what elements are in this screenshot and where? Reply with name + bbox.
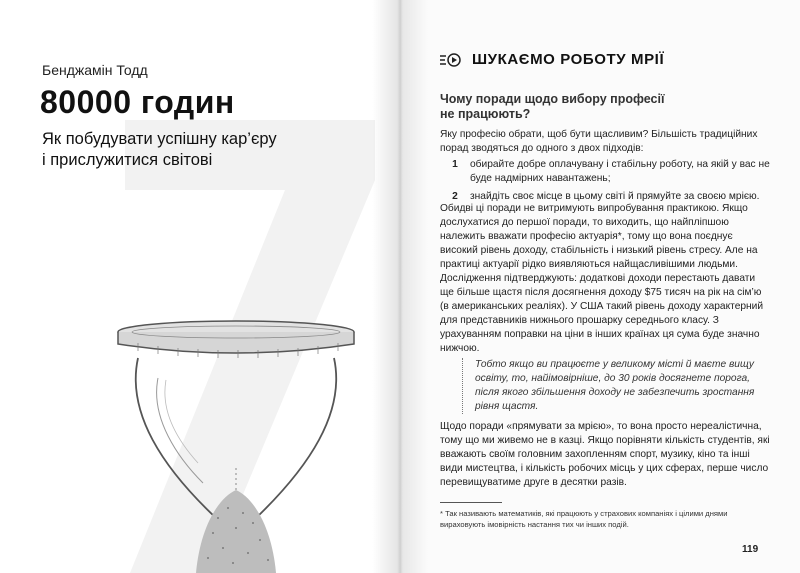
paragraph-text: Щодо поради «прямувати за мрією», то вона просто нереалістична, тому що ми живемо не в казці. Якщо порівняти кількість студентів, які вважають своїм головним захопленням спорт, музику, кіно та інші види мистецтва, і кількість робочих місць у цих сферах, перше число перевищуватиме друге в десятки разів. xyxy=(440,421,770,488)
paragraph xyxy=(440,202,770,272)
subtitle-line: і прислужитися світові xyxy=(42,151,213,169)
footnote: * Так називають математиків, які працюють у страхових компаніях і цілими днями вираховують імовірність настання тих чи інших подій. xyxy=(440,509,728,529)
subtitle-line: Як побудувати успішну кар’єру xyxy=(42,130,277,148)
list-item-number: 1 xyxy=(452,159,458,170)
list-item-text: знайдіть своє місце в цьому світі й прямуйте за своєю мрією. xyxy=(470,191,760,202)
page-number: 119 xyxy=(742,544,759,555)
intro-text: Яку професію обрати, щоб бути щасливим? Більшість традиційних порад зводяться до одного з двох підходів: xyxy=(440,129,758,154)
author-name: Бенджамін Тодд xyxy=(42,62,148,78)
fast-forward-icon xyxy=(440,53,462,67)
list-item xyxy=(440,158,770,186)
book-subtitle xyxy=(42,129,277,171)
paragraph xyxy=(440,272,770,356)
section-heading-line: Чому поради щодо вибору професії xyxy=(440,92,665,106)
chapter-title: ШУКАЄМО РОБОТУ МРІЇ xyxy=(472,51,665,68)
list-item-text: обирайте добре оплачувану і стабільну роботу, на якій у вас не буде надмірних навантажень; xyxy=(470,159,770,184)
hourglass-illustration xyxy=(108,318,368,573)
section-heading xyxy=(440,92,664,122)
chapter-header xyxy=(440,51,664,68)
paragraph-text: Обидві ці поради не витримують випробування практикою. Якщо дослухатися до першої поради, то виходить, що найпліпшою належить вважати професію актуарія*, тому що вона поєднує високий рівень доходу, стабільність і низький рівень стресу. Але на практиці актуарії рідко виявляються найщасливішими людьми. xyxy=(440,203,758,270)
approach-list xyxy=(440,158,770,208)
footnote-divider xyxy=(440,502,502,503)
intro-paragraph xyxy=(440,128,770,156)
right-page xyxy=(400,0,800,573)
list-item-number: 2 xyxy=(452,191,458,202)
section-heading-line: не працюють? xyxy=(440,107,531,121)
book-title: 80000 годин xyxy=(40,84,235,120)
paragraph-text: Дослідження підтверджують: додаткові доходи перестають давати ще більше щастя після досягнення доходу $75 тисяч на рік на сім’ю (в американських реаліях). У США такий рівень доходу характерний для представників нижнього прошарку середнього класу. З урахуванням поправки на ціни в інших країнах ця сума буде значно нижчою. xyxy=(440,273,764,354)
quote-block: Тобто якщо ви працюєте у великому місті й маєте вищу освіту, то, найімовірніше, до 30 років досягнете порога, після якого збільшення доходу не забезпечить зростання рівня щастя. xyxy=(462,358,775,414)
paragraph xyxy=(440,420,770,490)
